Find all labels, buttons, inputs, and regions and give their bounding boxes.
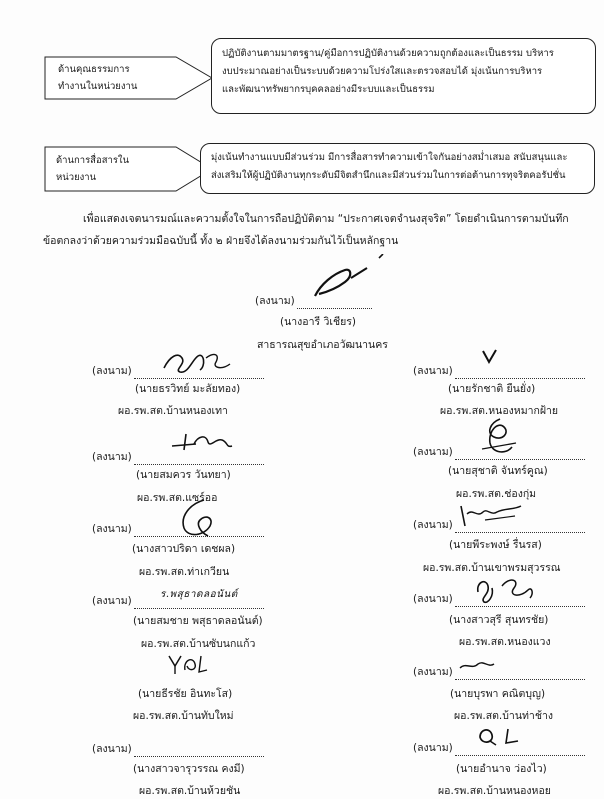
right-signer-position: ผอ.รพ.สต.บ้านท่าช้าง bbox=[454, 710, 553, 722]
sign-label: (ลงนาม) bbox=[92, 595, 132, 607]
right-signer-position: ผอ.รพ.สต.หนองแวง bbox=[459, 636, 551, 648]
handwritten-signature bbox=[458, 658, 498, 674]
row-label-communication bbox=[44, 146, 214, 192]
sign-label: (ลงนาม) bbox=[413, 742, 453, 754]
right-signer-position: ผอ.รพ.สต.หนองหมากฝ้าย bbox=[440, 405, 559, 417]
box-line: งบประมาณอย่างเป็นระบบด้วยความโปร่งใสและตรวจสอบได้ มุ่งเน้นการบริหาร bbox=[222, 66, 543, 77]
handwritten-signature: ร.พสุธาดลอนันต์ bbox=[160, 589, 238, 600]
handwritten-signature bbox=[168, 430, 248, 454]
left-signer-position: ผอ.รพ.สต.แซร์ออ bbox=[137, 492, 218, 504]
box-line: ปฏิบัติงานตามมาตรฐาน/คู่มือการปฏิบัติงานด้วยความถูกต้องและเป็นธรรม บริหาร bbox=[222, 48, 554, 59]
sign-label: (ลงนาม) bbox=[92, 365, 132, 377]
row-label-line: ด้านคุณธรรมการ bbox=[58, 64, 130, 75]
sign-label: (ลงนาม) bbox=[413, 666, 453, 678]
sign-label: (ลงนาม) bbox=[92, 523, 132, 535]
left-signer-name: (นายสมควร วันทยา) bbox=[136, 469, 231, 481]
sign-label: (ลงนาม) bbox=[413, 519, 453, 531]
row-description-box bbox=[200, 143, 595, 194]
row-description-box bbox=[211, 38, 596, 114]
handwritten-signature bbox=[165, 652, 215, 676]
right-signer-name: (นางสาวสุรี สุนทรชัย) bbox=[449, 614, 549, 626]
row-label-line: ด้านการสื่อสารใน bbox=[56, 155, 130, 166]
signature-dots bbox=[134, 744, 264, 757]
left-signer-position: ผอ.รพ.สต.บ้านห้วยชัน bbox=[139, 785, 241, 797]
left-signer-position: ผอ.รพ.สต.บ้านซับนกแก้ว bbox=[141, 638, 256, 650]
left-signer-name: (นายธีรชัย อินทะโส) bbox=[138, 688, 233, 700]
right-signer-name: (นายพีระพงษ์ รื่นรส) bbox=[449, 539, 542, 551]
sign-label: (ลงนาม) bbox=[92, 743, 132, 755]
left-signer-name: (นายธรวิทย์ มะลัยทอง) bbox=[135, 383, 241, 395]
left-signer-name: (นางสาวจารุวรรณ คงมี) bbox=[133, 763, 245, 775]
center-signer-name: (นางอารี วิเชียร) bbox=[280, 316, 356, 328]
right-signer-position: ผอ.รพ.สต.ช่องกุ่ม bbox=[456, 488, 537, 500]
row-label-line: หน่วยงาน bbox=[56, 172, 97, 183]
handwritten-signature bbox=[474, 725, 524, 749]
left-signer-position: ผอ.รพ.สต.ท่าเกวียน bbox=[139, 566, 230, 578]
sign-label: (ลงนาม) bbox=[413, 593, 453, 605]
agreement-paragraph bbox=[43, 208, 603, 252]
paragraph-line: เพื่อแสดงเจตนารมณ์และความตั้งใจในการถือปฏิบัติตาม “ประกาศเจตจำนงสุจริต” โดยดำเนินการตามบันทึก bbox=[83, 213, 569, 225]
sign-label: (ลงนาม) bbox=[92, 451, 132, 463]
right-signer-position: ผอ.รพ.สต.บ้านเขาพรมสุวรรณ bbox=[423, 562, 561, 574]
row-label-line: ทำงานในหน่วยงาน bbox=[58, 81, 138, 92]
signature-line-left bbox=[92, 740, 264, 757]
signature-dots bbox=[455, 366, 585, 379]
handwritten-signature bbox=[480, 348, 500, 366]
handwritten-signature bbox=[472, 572, 542, 608]
sign-label: (ลงนาม) bbox=[413, 365, 453, 377]
box-line: ส่งเสริมให้ผู้ปฏิบัติงานทุกระดับมีจิตสำนึกและมีส่วนร่วมในการต่อต้านการทุจริตคอรัปชั่น bbox=[211, 170, 566, 181]
handwritten-signature bbox=[170, 496, 230, 544]
sign-label: (ลงนาม) bbox=[255, 295, 295, 307]
left-signer-position: ผอ.รพ.สต.บ้านหนองเทา bbox=[118, 405, 228, 417]
sign-label: (ลงนาม) bbox=[413, 446, 453, 458]
handwritten-signature bbox=[476, 415, 526, 461]
right-signer-name: (นายอำนาจ ว่องไว) bbox=[456, 763, 547, 775]
right-signer-position: ผอ.รพ.สต.บ้านหนองหอย bbox=[438, 785, 551, 797]
left-signer-position: ผอ.รพ.สต.บ้านทับใหม่ bbox=[133, 710, 234, 722]
signature-line-right bbox=[413, 663, 585, 680]
right-signer-name: (นายบุรพา คณิตบุญ) bbox=[450, 688, 546, 700]
center-signer-position: สาธารณสุขอำเภอวัฒนานคร bbox=[257, 339, 388, 351]
right-signer-name: (นายรักชาติ ยืนยั่ง) bbox=[448, 383, 536, 395]
handwritten-signature bbox=[455, 500, 535, 530]
left-signer-name: (นางสาวปริดา เดชผล) bbox=[132, 543, 236, 555]
row-label-ethics bbox=[44, 56, 214, 100]
handwritten-signature bbox=[160, 346, 240, 376]
right-signer-name: (นายสุชาติ จันทร์คูณ) bbox=[448, 465, 548, 477]
left-signer-name: (นายสมชาย พสุธาดลอนันต์) bbox=[133, 615, 263, 627]
box-line: และพัฒนาทรัพยากรบุคคลอย่างมีระบบและเป็นธรรม bbox=[222, 84, 435, 95]
handwritten-signature bbox=[305, 254, 385, 304]
box-line: มุ่งเน้นทำงานแบบมีส่วนร่วม มีการสื่อสารทำความเข้าใจกันอย่างสม่ำเสมอ สนับสนุนและ bbox=[211, 152, 568, 163]
paragraph-line: ข้อตกลงว่าด้วยความร่วมมือฉบับนี้ ทั้ง ๒ ฝ่ายจึงได้ลงนามร่วมกันไว้เป็นหลักฐาน bbox=[43, 235, 399, 247]
